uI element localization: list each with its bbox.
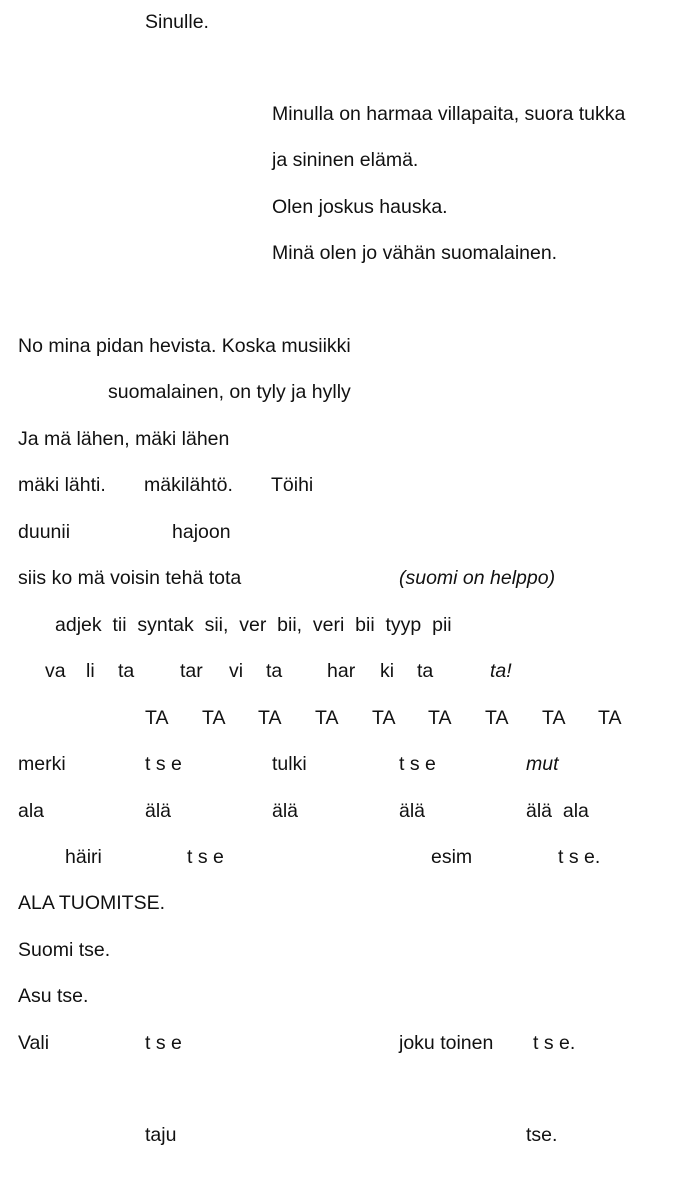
- stanza1-line-3: Olen joskus hauska.: [272, 196, 448, 218]
- merki-word: merki: [18, 753, 66, 775]
- stanza1-line-2: ja sininen elämä.: [272, 149, 419, 171]
- syllable: ta!: [490, 660, 512, 682]
- suomi-tse-line: Suomi tse.: [18, 939, 111, 961]
- ta-word: TA: [485, 707, 509, 729]
- vali-word: t s e: [145, 1032, 182, 1054]
- vali-word: t s e.: [533, 1032, 576, 1054]
- suomi-on-helppo: (suomi on helppo): [399, 567, 556, 589]
- merki-word: t s e: [399, 753, 436, 775]
- syllable: va: [45, 660, 66, 682]
- duunii-word: hajoon: [172, 521, 231, 543]
- ta-word: TA: [202, 707, 226, 729]
- stanza1-line-1: Minulla on harmaa villapaita, suora tukka: [272, 103, 626, 125]
- lahen-line: Ja mä lähen, mäki lähen: [18, 428, 230, 450]
- siis-line: siis ko mä voisin tehä tota: [18, 567, 242, 589]
- ta-word: TA: [428, 707, 452, 729]
- greeting-line: Sinulle.: [145, 11, 209, 33]
- hairi-word: t s e.: [558, 846, 601, 868]
- syllable: vi: [229, 660, 244, 682]
- syllable: ta: [417, 660, 434, 682]
- ta-word: TA: [542, 707, 566, 729]
- asu-tse-line: Asu tse.: [18, 985, 89, 1007]
- stanza1-line-4: Minä olen jo vähän suomalainen.: [272, 242, 558, 264]
- merki-word: tulki: [272, 753, 307, 775]
- vali-word: joku toinen: [399, 1032, 494, 1054]
- vali-word: Vali: [18, 1032, 50, 1054]
- ta-word: TA: [372, 707, 396, 729]
- hairi-word: häiri: [65, 846, 102, 868]
- ala-word: ala: [18, 800, 45, 822]
- hairi-word: esim: [431, 846, 473, 868]
- taju-word: taju: [145, 1124, 177, 1146]
- syllable: tar: [180, 660, 203, 682]
- ala-word: älä: [272, 800, 299, 822]
- taju-word: tse.: [526, 1124, 558, 1146]
- syllable: ta: [118, 660, 135, 682]
- lahti-word: mäki lähti.: [18, 474, 106, 496]
- lahti-word: Töihi: [271, 474, 314, 496]
- ta-word: TA: [598, 707, 622, 729]
- ta-word: TA: [145, 707, 169, 729]
- music-line-1: No mina pidan hevista. Koska musiikki: [18, 335, 351, 357]
- ala-word: älä ala: [526, 800, 589, 822]
- merki-word: mut: [526, 753, 559, 775]
- hairi-word: t s e: [187, 846, 224, 868]
- music-line-2: suomalainen, on tyly ja hylly: [108, 381, 351, 403]
- adjektiivi-line: adjek tii syntak sii, ver bii, veri bii tyyp pii: [55, 614, 452, 636]
- syllable: li: [86, 660, 95, 682]
- ala-word: älä: [399, 800, 426, 822]
- syllable: har: [327, 660, 356, 682]
- ala-word: älä: [145, 800, 172, 822]
- syllable: ta: [266, 660, 283, 682]
- ta-word: TA: [258, 707, 282, 729]
- duunii-word: duunii: [18, 521, 71, 543]
- lahti-word: mäkilähtö.: [144, 474, 233, 496]
- merki-word: t s e: [145, 753, 182, 775]
- ta-word: TA: [315, 707, 339, 729]
- syllable: ki: [380, 660, 395, 682]
- ala-tuomitse-line: ALA TUOMITSE.: [18, 892, 166, 914]
